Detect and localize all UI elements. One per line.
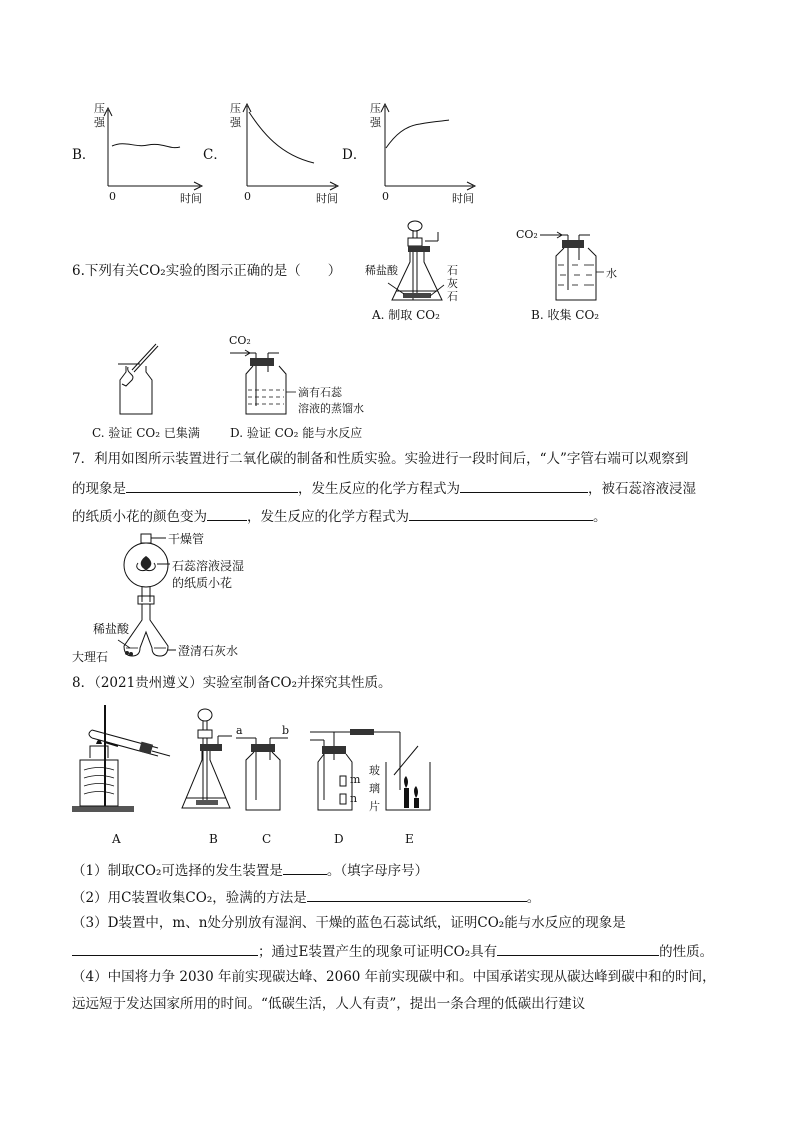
q8-stem: 8．（2021贵州遵义）实验室制备CO₂并探究其性质。 — [72, 675, 392, 691]
q8-fig-label-a: A — [112, 832, 121, 846]
q8-fig-label-b: B — [209, 832, 218, 846]
q8-fig-label-e: E — [405, 832, 414, 846]
option-b-label: B． — [72, 147, 96, 163]
graph-c-ylabel-2: 强 — [230, 116, 241, 129]
q8-part4-b: 远远短于发达国家所用的时间。“低碳生活，人人有责”，提出一条合理的低碳出行建议 — [72, 996, 586, 1012]
option-c-label: C． — [203, 147, 227, 163]
q7-line3-c: 。 — [593, 509, 607, 525]
q8-fig-m: m — [350, 773, 361, 786]
q7-line1: 7．利用如图所示装置进行二氧化碳的制备和性质实验。实验进行一段时间后，“人”字管右端可以观察到 — [72, 451, 689, 467]
q6-a-stone-2: 灰 — [447, 277, 458, 290]
q6-d-gas-label: CO₂ — [229, 334, 251, 347]
q8-part2-b: 。 — [526, 890, 541, 906]
q8-fig-glass-3: 片 — [369, 800, 380, 813]
q6-d-label-1: 滴有石蕊 — [298, 386, 342, 399]
q8-fig-n: n — [350, 792, 358, 805]
option-d-label: D． — [342, 147, 367, 163]
graph-b-ylabel-1: 压 — [94, 102, 105, 115]
q8-answer-blank-1[interactable] — [283, 860, 327, 875]
q6-a-caption: A. 制取 CO₂ — [372, 308, 440, 322]
graph-c-xlabel: 时间 — [316, 192, 338, 205]
q6-a-stone-1: 石 — [447, 264, 458, 277]
q8-part4-a: （4）中国将力争 2030 年前实现碳达峰、2060 年前实现碳中和。中国承诺实现从碳达峰到碳中和的时间， — [72, 969, 716, 985]
graph-b-origin: 0 — [109, 190, 116, 203]
q8-part2 — [72, 887, 540, 907]
q8-part3-b: ；通过E装置产生的现象可证明CO₂具有 — [258, 944, 498, 960]
q6-a-acid-label: 稀盐酸 — [365, 264, 398, 277]
q8-fig-label-d: D — [334, 832, 344, 846]
graph-c-ylabel-1: 压 — [230, 102, 241, 115]
graph-c-origin: 0 — [244, 190, 251, 203]
q8-answer-blank-2[interactable] — [307, 887, 527, 902]
q7-fig-acid: 稀盐酸 — [93, 622, 130, 636]
q6-stem: 6.下列有关CO₂实验的图示正确的是（ ） — [72, 263, 342, 279]
graph-b-xlabel: 时间 — [180, 192, 202, 205]
q8-part1-b: 。（填字母序号） — [326, 863, 429, 879]
q8-answer-blank-3[interactable] — [72, 941, 258, 956]
q8-part1 — [72, 860, 428, 880]
q7-line2-c: ，被石蕊溶液浸湿 — [588, 481, 696, 497]
q6-b-gas-label: CO₂ — [516, 228, 538, 241]
q6-d-caption: D. 验证 CO₂ 能与水反应 — [230, 426, 363, 440]
q7-fig-limewater: 澄清石灰水 — [178, 644, 239, 658]
q8-fig-glass-2: 璃 — [369, 782, 380, 795]
graph-d-ylabel-2: 强 — [370, 116, 381, 129]
q8-part3-c: 的性质。 — [659, 944, 714, 960]
graph-b-ylabel-2: 强 — [94, 116, 105, 129]
q7-line3-a: 的纸质小花的颜色变为 — [72, 509, 207, 525]
q7-fig-marble: 大理石 — [72, 650, 109, 664]
q8-part2-a: （2）用C装置收集CO₂，验满的方法是 — [72, 890, 307, 906]
q6-a-stone-3: 石 — [447, 290, 458, 303]
q8-part3-line2 — [72, 941, 713, 961]
q8-fig-glass-1: 玻 — [369, 764, 380, 777]
q7-fig-flower-1: 石蕊溶液浸湿 — [172, 559, 245, 573]
q8-fig-label-c: C — [262, 832, 272, 846]
q8-fig-b-port: b — [282, 724, 290, 737]
q6-b-water-label: 水 — [606, 267, 617, 280]
q7-fig-flower-2: 的纸质小花 — [172, 576, 233, 590]
q7-line2-a: 的现象是 — [72, 481, 126, 497]
q8-answer-blank-4[interactable] — [497, 941, 659, 956]
q6-d-label-2: 溶液的蒸馏水 — [298, 402, 364, 415]
graph-d-origin: 0 — [382, 190, 389, 203]
q8-part1-a: （1）制取CO₂可选择的发生装置是 — [72, 863, 283, 879]
q6-b-caption: B. 收集 CO₂ — [531, 308, 600, 322]
graph-d-xlabel: 时间 — [452, 192, 474, 205]
q7-line3-b: ，发生反应的化学方程式为 — [247, 509, 409, 525]
q7-fig-dry-tube: 干燥管 — [168, 532, 205, 546]
q8-fig-a-port: a — [236, 724, 243, 737]
q7-line2-b: ，发生反应的化学方程式为 — [298, 481, 460, 497]
q6-c-caption: C. 验证 CO₂ 已集满 — [92, 426, 200, 440]
q8-part3-a: （3）D装置中，m、n处分别放有湿润、干燥的蓝色石蕊试纸，证明CO₂能与水反应的现象是 — [72, 915, 626, 931]
graph-d-ylabel-1: 压 — [370, 102, 381, 115]
